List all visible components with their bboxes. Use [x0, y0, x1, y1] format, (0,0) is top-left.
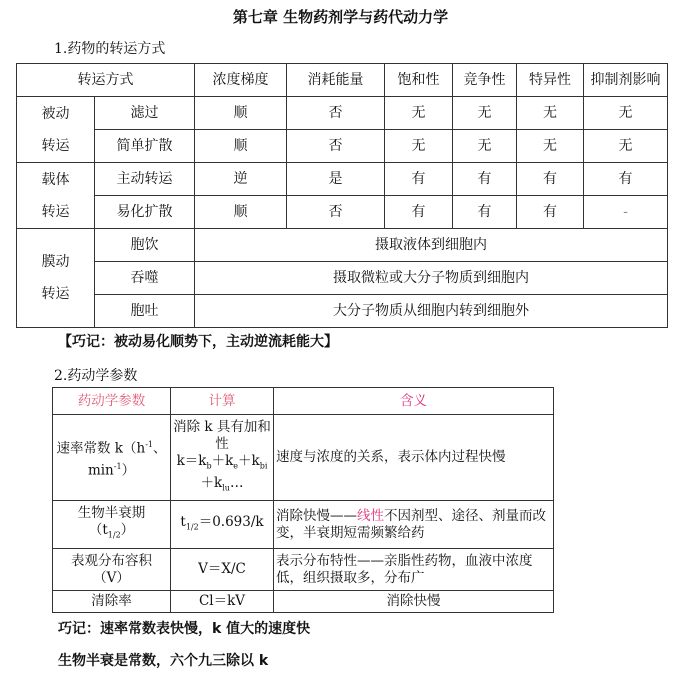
table-cell: 逆 [195, 163, 287, 196]
row-name: 易化扩散 [95, 196, 195, 229]
table-cell: 摄取液体到细胞内 [195, 229, 668, 262]
row-name: 滤过 [95, 97, 195, 130]
header-cell: 转运方式 [17, 64, 195, 97]
table-cell: 有 [453, 163, 517, 196]
table-cell: 有 [517, 163, 584, 196]
table-cell: 有 [385, 196, 453, 229]
table-cell: 否 [287, 97, 385, 130]
row-name: 胞吐 [95, 295, 195, 328]
table-cell: 无 [584, 130, 668, 163]
header-cell: 药动学参数 [53, 388, 171, 415]
meaning-cell: 消除快慢 [274, 591, 554, 613]
table-cell: 无 [453, 130, 517, 163]
header-cell: 竞争性 [453, 64, 517, 97]
table-row [53, 591, 554, 613]
table-cell: 是 [287, 163, 385, 196]
table-cell: - [584, 196, 668, 229]
table-cell: 顺 [195, 196, 287, 229]
table-cell: 无 [385, 130, 453, 163]
mnemonic-tip-3: 生物半衰是常数，六个九三除以 k [58, 653, 269, 669]
row-name: 简单扩散 [95, 130, 195, 163]
table-cell: 无 [453, 97, 517, 130]
table-cell: 否 [287, 196, 385, 229]
table-row [53, 501, 554, 549]
transport-table [16, 63, 668, 328]
header-cell: 特异性 [517, 64, 584, 97]
header-cell: 计算 [171, 388, 274, 415]
table-row [17, 295, 668, 328]
calc-cell: $t_{1/2}=0.693/k$ [171, 501, 274, 549]
row-name: 主动转运 [95, 163, 195, 196]
group-membrane: 膜动 转运 [17, 229, 95, 328]
calc-cell: 消除 k 具有加和性 $k=k_b+k_e+k_{bi}$ $+k_{lu}\dots$ [171, 415, 274, 501]
table-cell: 无 [517, 97, 584, 130]
table-row [17, 130, 668, 163]
table-row [17, 229, 668, 262]
header-cell: 浓度梯度 [195, 64, 287, 97]
param-cell: 表观分布容积 （V） [53, 549, 171, 591]
table-cell: 有 [517, 196, 584, 229]
table-cell: 有 [453, 196, 517, 229]
table-cell: 顺 [195, 130, 287, 163]
header-cell: 消耗能量 [287, 64, 385, 97]
table-cell: 摄取微粒或大分子物质到细胞内 [195, 262, 668, 295]
table-row [17, 97, 668, 130]
table-row [53, 415, 554, 501]
mnemonic-tip-1: 【巧记：被动易化顺势下，主动逆流耗能大】 [58, 334, 338, 350]
table-header-row [53, 388, 554, 415]
group-carrier: 载体 转运 [17, 163, 95, 229]
header-cell: 抑制剂影响 [584, 64, 668, 97]
header-cell: 含义 [274, 388, 554, 415]
row-name: 吞噬 [95, 262, 195, 295]
section-1-heading: 1.药物的转运方式 [54, 41, 166, 57]
mnemonic-tip-2: 巧记：速率常数表快慢，k 值大的速度快 [58, 621, 311, 637]
param-cell: 生物半衰期 $(t_{1/2})$ [53, 501, 171, 549]
table-cell: 无 [385, 97, 453, 130]
table-row [53, 549, 554, 591]
meaning-cell: 速度与浓度的关系，表示体内过程快慢 [274, 415, 554, 501]
table-header-row [17, 64, 668, 97]
table-cell: 大分子物质从细胞内转到细胞外 [195, 295, 668, 328]
param-cell: 清除率 [53, 591, 171, 613]
table-row [17, 262, 668, 295]
group-passive: 被动 转运 [17, 97, 95, 163]
table-cell: 有 [584, 163, 668, 196]
header-cell: 饱和性 [385, 64, 453, 97]
calc-cell: Cl＝kV [171, 591, 274, 613]
table-cell: 否 [287, 130, 385, 163]
calc-cell: V＝X/C [171, 549, 274, 591]
meaning-cell: 消除快慢——线性不因剂型、途径、剂量而改变，半衰期短需频繁给药 [274, 501, 554, 549]
table-cell: 顺 [195, 97, 287, 130]
meaning-cell: 表示分布特性——亲脂性药物，血液中浓度低，组织摄取多，分布广 [274, 549, 554, 591]
table-cell: 无 [517, 130, 584, 163]
table-cell: 有 [385, 163, 453, 196]
table-row [17, 163, 668, 196]
table-cell: 无 [584, 97, 668, 130]
table-row [17, 196, 668, 229]
chapter-title: 第七章 生物药剂学与药代动力学 [232, 8, 449, 26]
pk-parameters-table [52, 387, 554, 613]
section-2-heading: 2.药动学参数 [54, 368, 138, 384]
row-name: 胞饮 [95, 229, 195, 262]
param-cell: 速率常数 $k(h^{-1}$、 $\min^{-1}$） [53, 415, 171, 501]
